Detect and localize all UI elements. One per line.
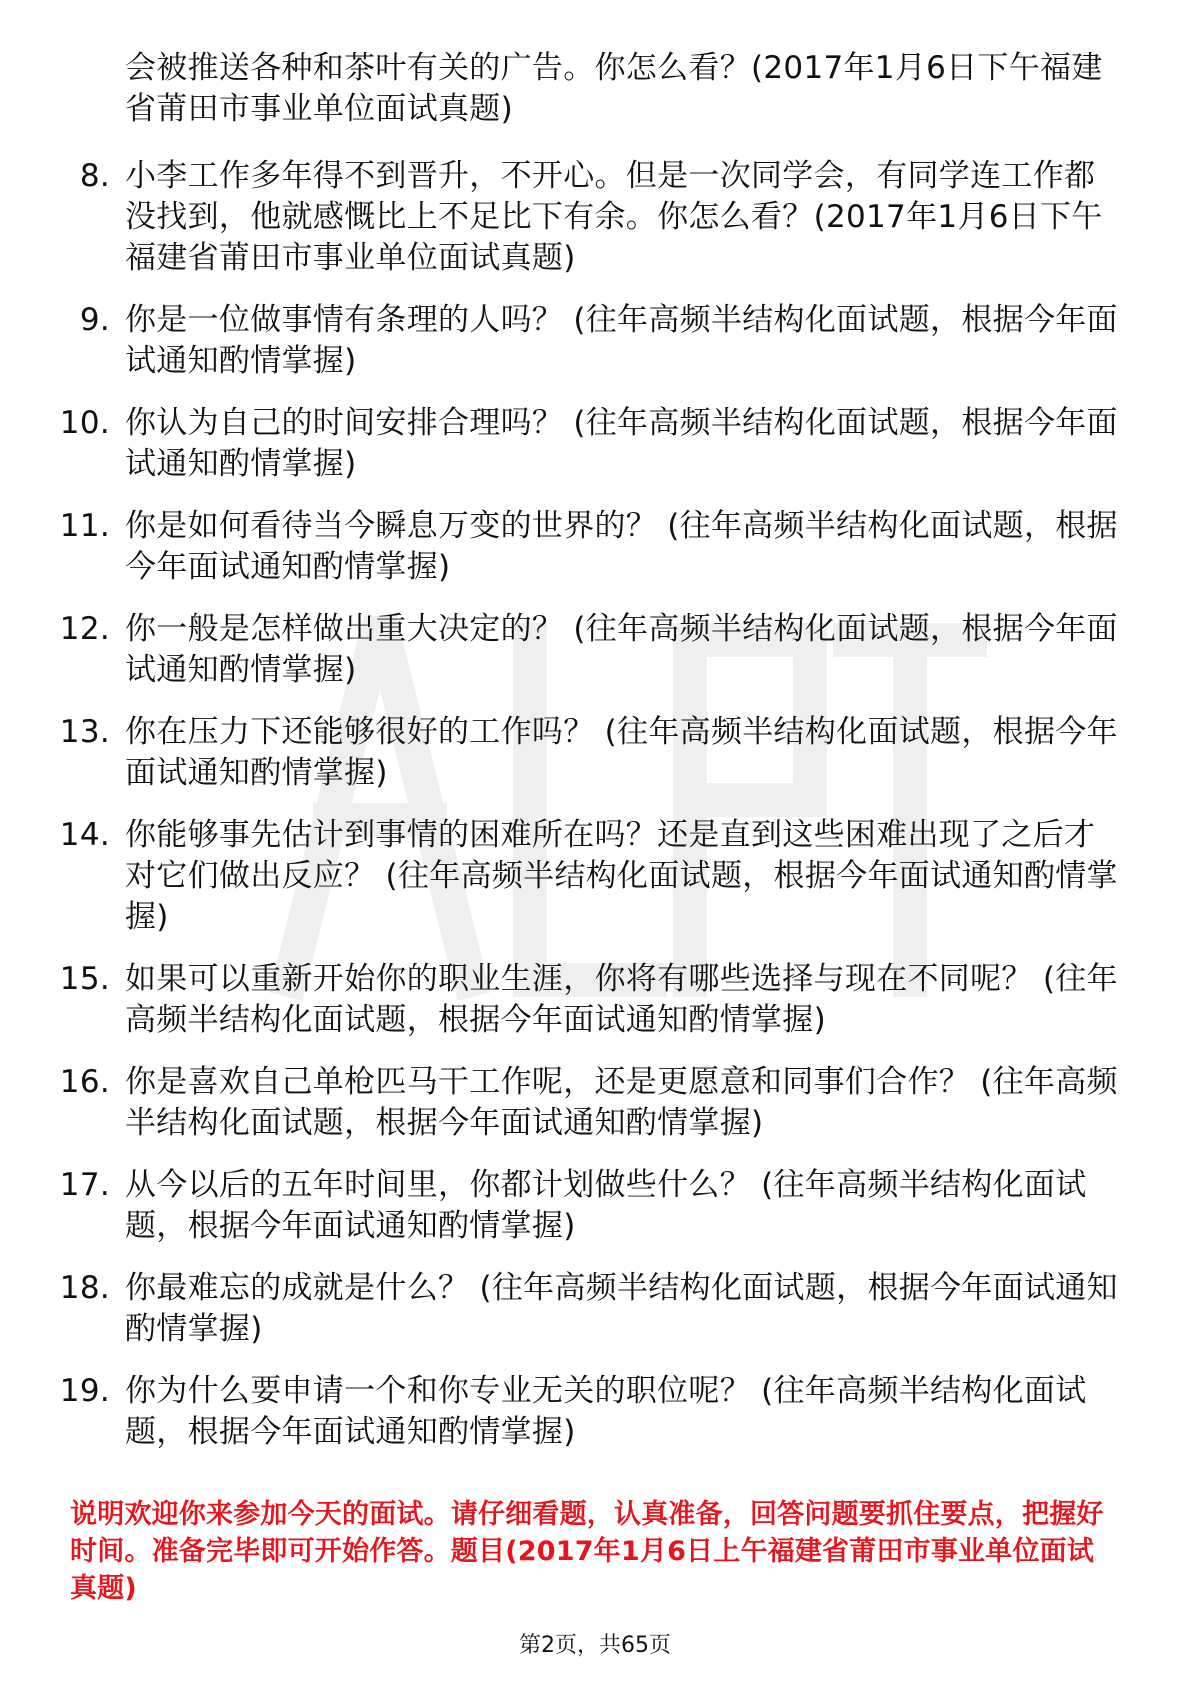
question-item [0,815,1125,938]
question-item [0,403,1125,485]
question-list [0,156,1190,1474]
page-number: 第2页，共65页 [519,1633,671,1658]
question-text: 你一般是怎样做出重大决定的？ (往年高频半结构化面试题，根据今年面试通知酌情掌握) [125,611,1118,688]
question-number: 16. [59,1064,110,1100]
question-item [0,1371,1125,1453]
question-text: 你最难忘的成就是什么？ (往年高频半结构化面试题，根据今年面试通知酌情掌握) [125,1270,1118,1347]
question-text: 你是如何看待当今瞬息万变的世界的？ (往年高频半结构化面试题，根据今年面试通知酌情掌握) [125,508,1118,585]
question-item [0,506,1125,588]
question-text: 你认为自己的时间安排合理吗？ (往年高频半结构化面试题，根据今年面试通知酌情掌握) [125,405,1118,482]
question-number: 11. [59,508,110,544]
question-text: 如果可以重新开始你的职业生涯，你将有哪些选择与现在不同呢？ (往年高频半结构化面试题，根据今年面试通知酌情掌握) [125,961,1118,1038]
instructions-notice: 说明欢迎你来参加今天的面试。请仔细看题，认真准备，回答问题要抓住要点，把握好时间。准备完毕即可开始作答。题目(2017年1月6日上午福建省莆田市事业单位面试真题) [70,1499,1104,1604]
question-item [0,300,1125,382]
question-number: 13. [59,714,110,750]
question-text: 你是一位做事情有条理的人吗？ (往年高频半结构化面试题，根据今年面试通知酌情掌握) [125,302,1118,379]
question-item [0,1062,1125,1144]
question-number: 19. [59,1373,110,1409]
question-number: 15. [59,961,110,997]
question-number: 10. [59,405,110,441]
question-text: 你在压力下还能够很好的工作吗？ (往年高频半结构化面试题，根据今年面试通知酌情掌握) [125,714,1118,791]
question-item [0,609,1125,691]
question-text: 小李工作多年得不到晋升，不开心。但是一次同学会，有同学连工作都没找到，他就感慨比上不足比下有余。你怎么看？(2017年1月6日下午福建省莆田市事业单位面试真题) [125,158,1103,276]
question-text: 你为什么要申请一个和你专业无关的职位呢？ (往年高频半结构化面试题，根据今年面试通知酌情掌握) [125,1373,1087,1450]
question-item [0,1165,1125,1247]
question-item [0,1268,1125,1350]
question-text: 你能够事先估计到事情的困难所在吗？还是直到这些困难出现了之后才对它们做出反应？ (往年高频半结构化面试题，根据今年面试通知酌情掌握) [125,817,1118,935]
question-item [0,959,1125,1041]
question-item [0,156,1125,279]
question-number: 9. [79,302,110,338]
question-number: 12. [59,611,110,647]
continued-question-text: 会被推送各种和茶叶有关的广告。你怎么看？(2017年1月6日下午福建省莆田市事业单位面试真题) [125,50,1103,127]
question-number: 8. [79,158,110,194]
question-number: 18. [59,1270,110,1306]
question-number: 14. [59,817,110,853]
question-text: 你是喜欢自己单枪匹马干工作呢，还是更愿意和同事们合作？ (往年高频半结构化面试题，根据今年面试通知酌情掌握) [125,1064,1118,1141]
question-item [0,712,1125,794]
question-number: 17. [59,1167,110,1203]
question-text: 从今以后的五年时间里，你都计划做些什么？ (往年高频半结构化面试题，根据今年面试通知酌情掌握) [125,1167,1087,1244]
